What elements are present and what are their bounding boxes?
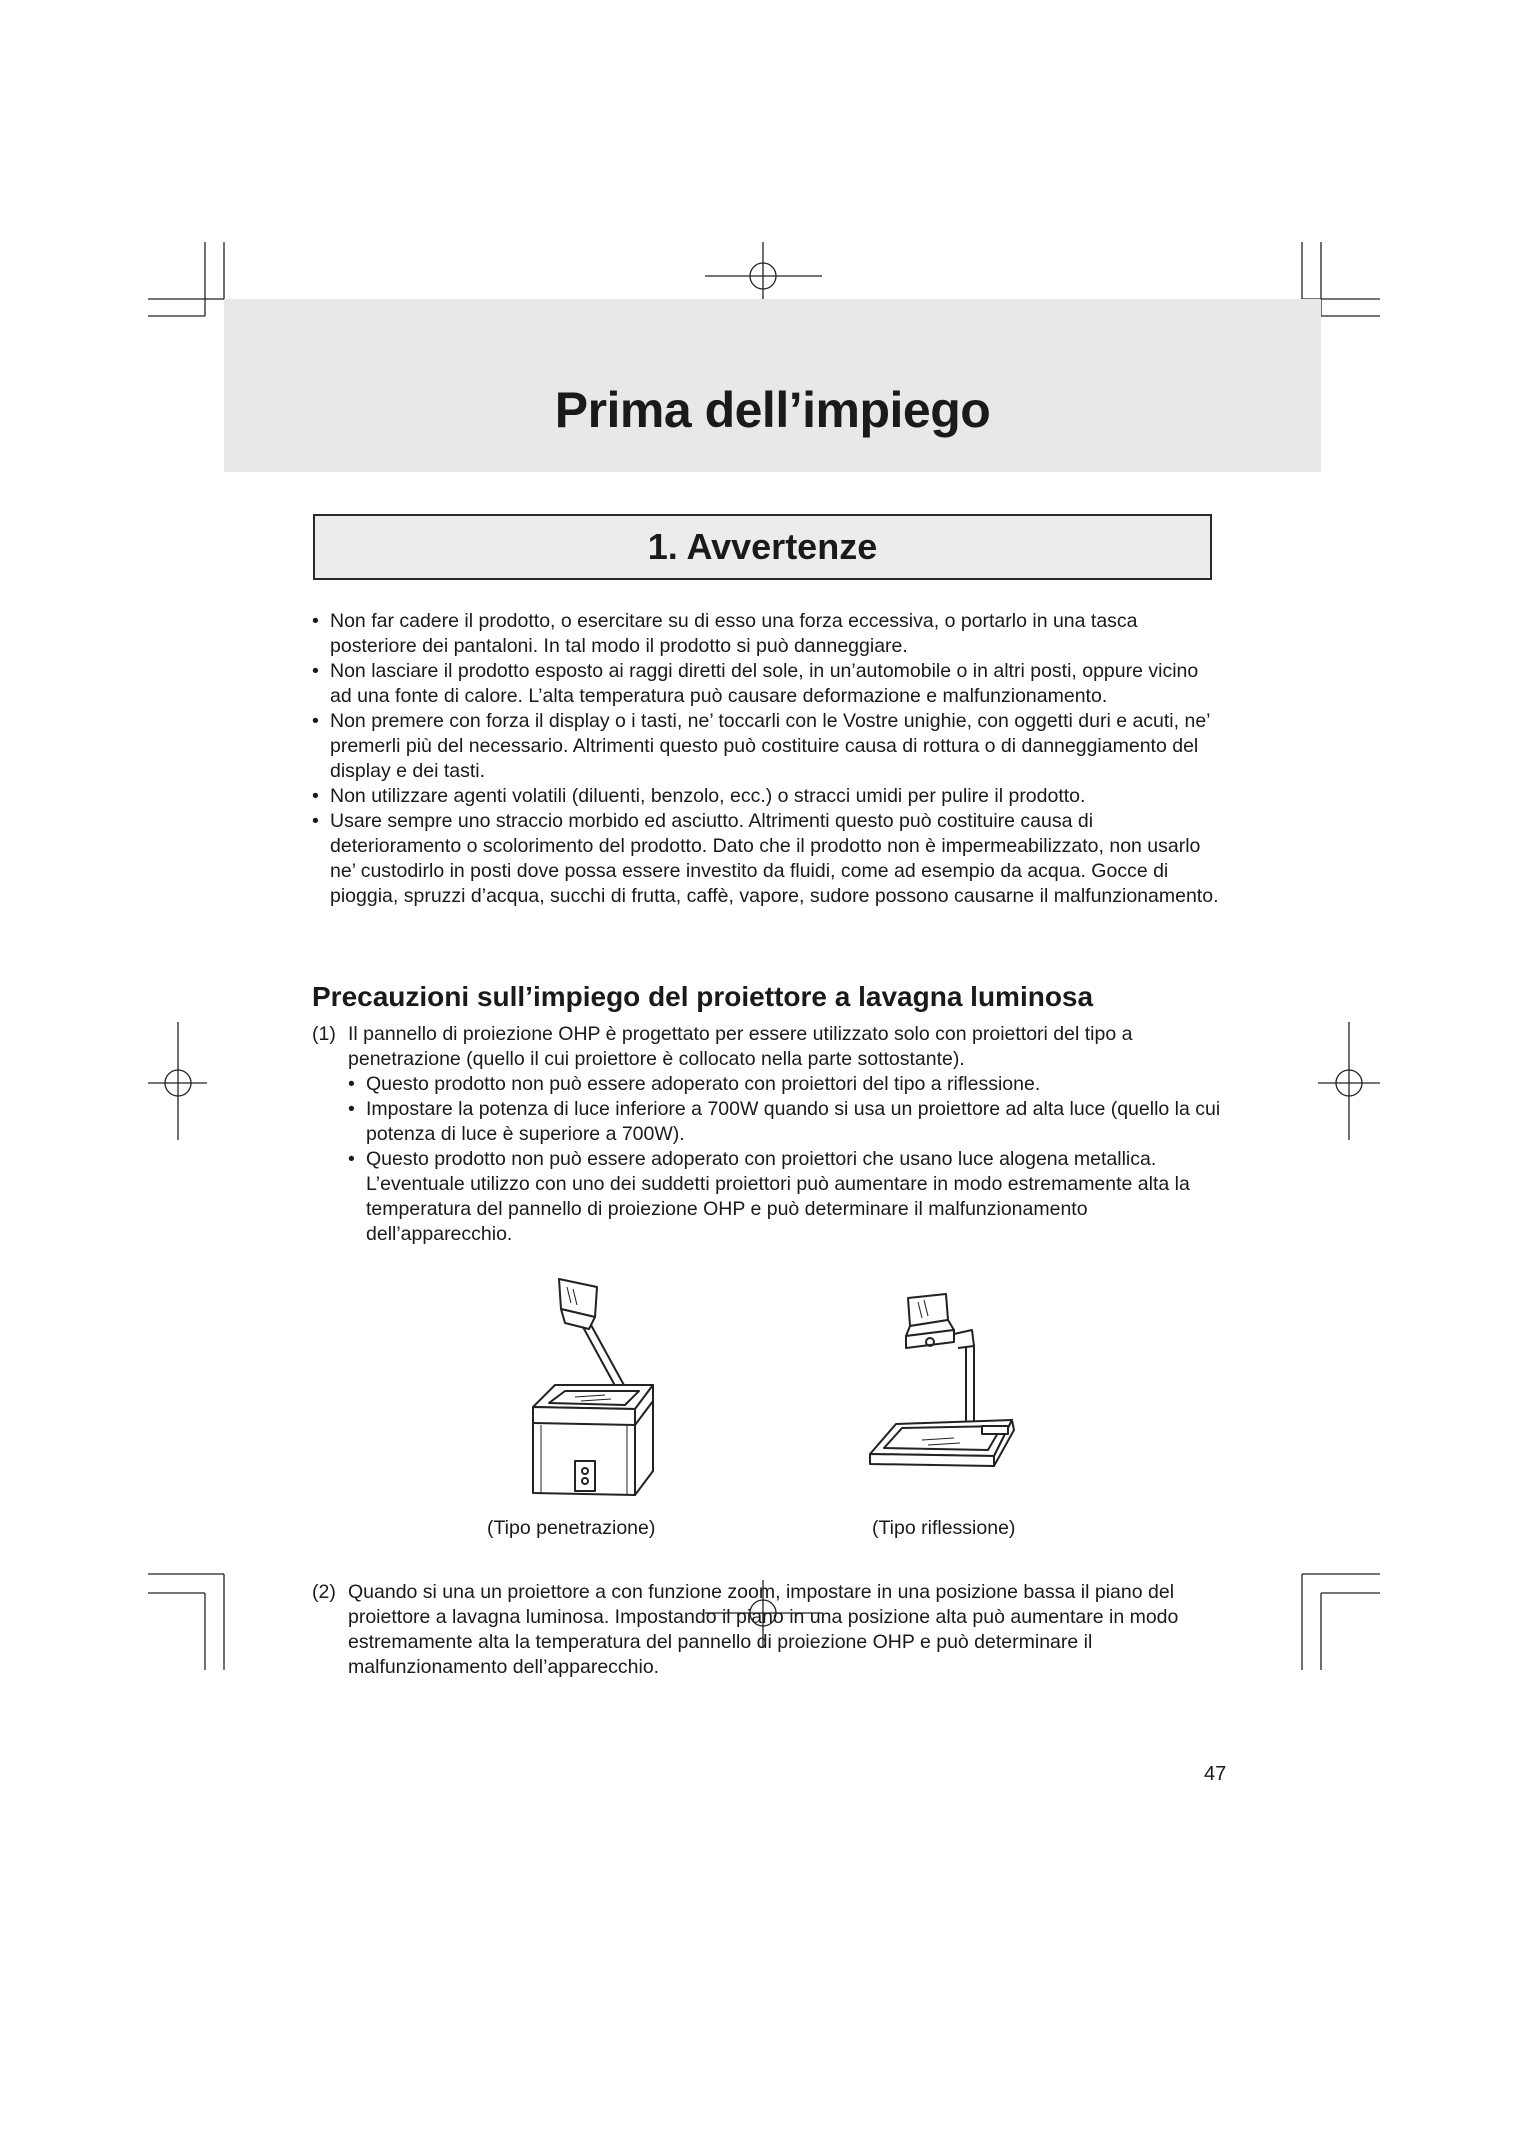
list-item: • Non utilizzare agenti volatili (diluenti, benzolo, ecc.) o stracci umidi per pulire il prodotto. <box>312 785 1086 807</box>
item-text: Il pannello di proiezione OHP è progettato per essere utilizzato solo con proiettori del tipo a penetrazione (quello il cui proiettore è collocato nella parte sottostante). <box>348 1023 1133 1070</box>
page-number: 47 <box>1204 1763 1227 1785</box>
projector-penetration-illustration <box>515 1275 665 1505</box>
list-item: • Impostare la potenza di luce inferiore a 700W quando si usa un proiettore ad alta luce (quello la cui potenza di luce è superiore a 700W). <box>348 1098 1221 1145</box>
caption-reflection: (Tipo riflessione) <box>872 1517 1016 1539</box>
item-number: (2) <box>312 1581 336 1603</box>
ohp-item-2 <box>312 1580 1222 1680</box>
section-header <box>313 514 1212 580</box>
sub-list <box>348 1072 1222 1247</box>
list-item: • Non premere con forza il display o i tasti, ne’ toccarli con le Vostre unighie, con oggetti duri e acuti, ne’ premerli più del necessario. Altrimenti questo può costituire causa di rottura o di danneggiamento del display e dei tasti. <box>312 710 1210 782</box>
list-item: • Non far cadere il prodotto, o esercitare su di esso una forza eccessiva, o portarlo in una tasca posteriore dei pantaloni. In tal modo il prodotto si può danneggiare. <box>312 610 1138 657</box>
section-title: 1. Avvertenze <box>647 526 878 567</box>
page-title: Prima dell’impiego <box>554 382 991 438</box>
list-item: • Questo prodotto non può essere adoperato con proiettori del tipo a riflessione. <box>348 1073 1041 1095</box>
list-item: • Non lasciare il prodotto esposto ai raggi diretti del sole, in un’automobile o in altri posti, oppure vicino ad una fonte di calore. L’alta temperatura può causare deformazione e malfunzionamento. <box>312 660 1199 707</box>
item-text: Quando si una un proiettore a con funzione zoom, impostare in una posizione bassa il piano del proiettore a lavagna luminosa. Impostando il piano in una posizione alta può aumentare in modo estremamente alta la temperatura del pannello di proiezione OHP e può determinare il malfunzionamento dell’apparecchio. <box>348 1581 1179 1678</box>
list-item: • Questo prodotto non può essere adoperato con proiettori che usano luce alogena metallica. L’eventuale utilizzo con uno dei suddetti proiettori può aumentare in modo estremamente alta la temperatura del pannello di proiezione OHP e può determinare il malfunzionamento dell’apparecchio. <box>348 1148 1190 1245</box>
projector-reflection-illustration <box>862 1290 1032 1490</box>
item-number: (1) <box>312 1023 336 1045</box>
list-item: • Usare sempre uno straccio morbido ed asciutto. Altrimenti questo può costituire causa di deterioramento o scolorimento del prodotto. Dato che il prodotto non è impermeabilizzato, non usarlo ne’ custodirlo in posti dove possa essere investito da fluidi, come ad esempio da acqua. Gocce di pioggia, spruzzi d’acqua, succhi di frutta, caffè, vapore, sudore possono causarne il malfunzionamento. <box>312 810 1219 907</box>
warnings-list <box>312 609 1222 909</box>
caption-penetration: (Tipo penetrazione) <box>487 1517 656 1539</box>
ohp-item-1 <box>312 1022 1222 1247</box>
ohp-heading: Precauzioni sull’impiego del proiettore a lavagna luminosa <box>312 981 1094 1012</box>
